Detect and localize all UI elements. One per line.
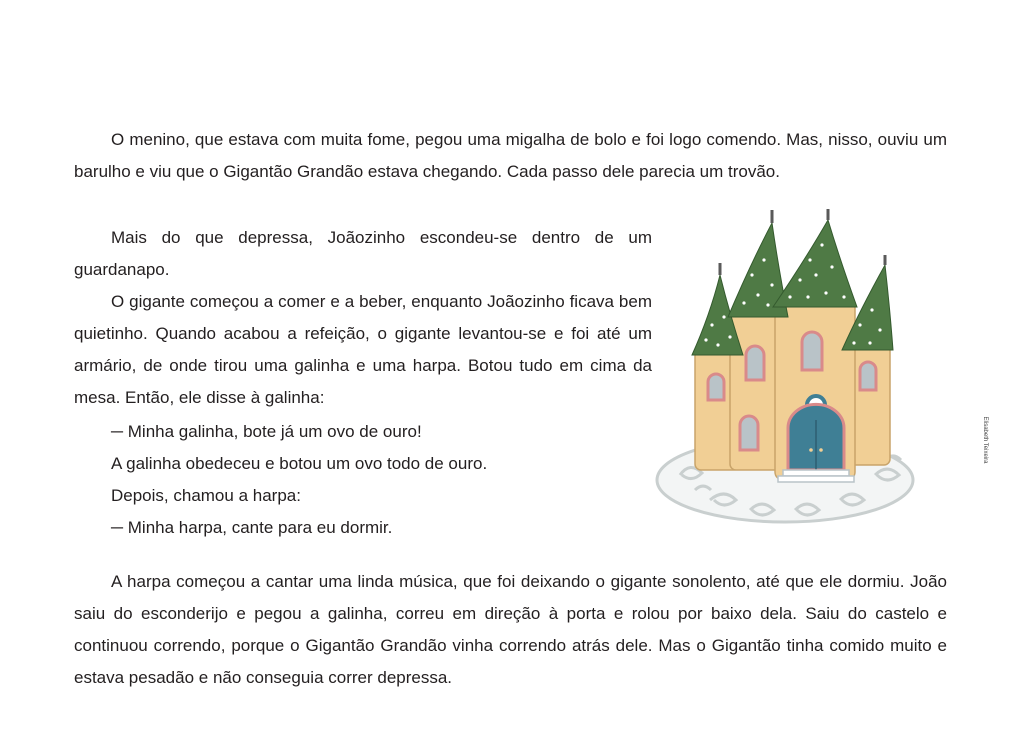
paragraph-joaozinho-hides: Mais do que depressa, Joãozinho escondeu-se dentro de um guardanapo. bbox=[74, 228, 652, 279]
illustrator-credit: Elisabeth Teixeira bbox=[982, 416, 988, 464]
dialogue-hen-command: ─ Minha galinha, bote já um ovo de ouro! bbox=[111, 422, 422, 441]
line-hen-obeys: A galinha obedeceu e botou um ovo todo de ouro. bbox=[111, 454, 488, 473]
castle-door bbox=[788, 404, 844, 470]
dialogue-harp-command: ─ Minha harpa, cante para eu dormir. bbox=[111, 518, 393, 537]
castle-steps bbox=[778, 470, 854, 482]
paragraph-giant-eats: O gigante começou a comer e a beber, enquanto Joãozinho ficava bem quietinho. Quando acabou a refeição, o gigante levantou-se e foi até um armário, de onde tirou uma galinha e uma harpa. Botou tudo em cima da mesa. Então, ele disse à galinha: bbox=[74, 292, 652, 407]
paragraph-harp-sings: A harpa começou a cantar uma linda música, que foi deixando o gigante sonolento, até que ele dormiu. João saiu do esconderijo e pegou a galinha, correu em direção à porta e rolou por baixo dela. Saiu do castelo e continuou correndo, porque o Gigantão Grandão vinha correndo atrás dele. Mas o Gigantão tinha comido muito e estava pesadão e não conseguia correr depressa. bbox=[74, 572, 947, 687]
castle-illustration bbox=[640, 205, 930, 540]
paragraph-hungry-boy: O menino, que estava com muita fome, pegou uma migalha de bolo e foi logo comendo. Mas, nisso, ouviu um barulho e viu que o Gigantão Grandão estava chegando. Cada passo dele parecia um trovão. bbox=[74, 130, 947, 181]
line-calls-harp: Depois, chamou a harpa: bbox=[111, 486, 301, 505]
